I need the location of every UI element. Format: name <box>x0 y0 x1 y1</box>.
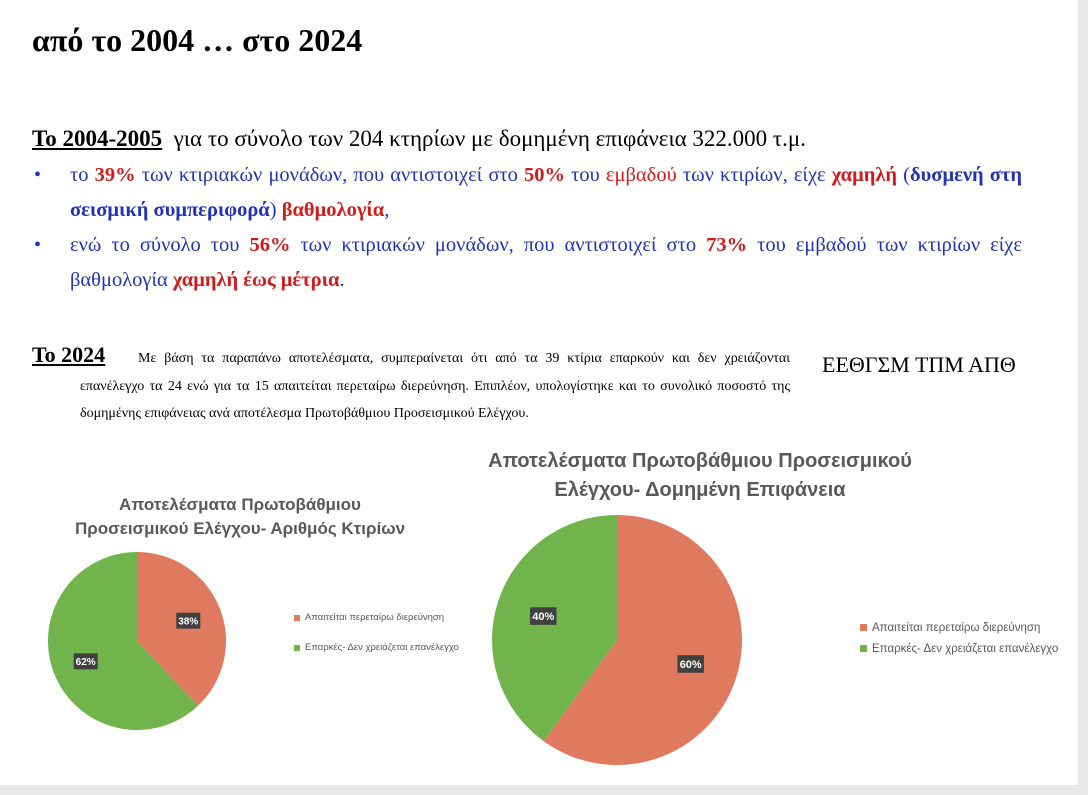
chart2-pie <box>492 515 742 765</box>
chart1-title-line2: Προσεισμικού Ελέγχου- Αριθμός Κτιρίων <box>74 519 406 538</box>
chart2-legend-label-1: Απαιτείται περεταίρω διερεύνηση <box>872 622 1041 634</box>
chart1-legend-label-2: Επαρκές- Δεν χρειάζεται επανέλεγχο <box>305 642 459 653</box>
organization-label: ΕΕΘΓΣΜ ΤΠΜ ΑΠΘ <box>822 352 1016 377</box>
chart1-legend-item-2 <box>294 642 459 654</box>
chart2-legend-swatch-2 <box>860 645 867 652</box>
chart2-legend-item-2 <box>860 642 1075 656</box>
section-2004-intro: για το σύνολο των 204 κτηρίων με δομημένη επιφάνεια 322.000 τ.μ. <box>173 126 807 151</box>
chart2-legend-item-1 <box>860 621 1075 635</box>
chart2-title-line2: Ελέγχου- Δομημένη Επιφάνεια <box>554 479 846 501</box>
chart1-legend <box>294 612 459 654</box>
chart1-legend-swatch-2 <box>294 645 300 651</box>
chart2-legend-label-2: Επαρκές- Δεν χρειάζεται επανέλεγχο <box>872 643 1059 655</box>
chart1-legend-swatch-1 <box>294 615 300 621</box>
chart2-data-label-2: 40% <box>532 611 555 624</box>
chart2-data-label-1: 60% <box>679 658 702 671</box>
finding-bullet-2: • ενώ το σύνολο του 56% των κτιριακών μονάδων, που αντιστοιχεί στο 73% του εμβαδού των κτιρίων είχε βαθμολογία χαμηλή έως μέτρια. <box>70 228 1022 298</box>
chart1-legend-label-1: Απαιτείται περεταίρω διερεύνηση <box>305 612 445 623</box>
chart1-data-label-2: 62% <box>75 656 96 668</box>
finding-bullet-1: • το 39% των κτιριακών μονάδων, που αντιστοιχεί στο 50% του εμβαδού των κτιρίων, είχε χαμηλή (δυσμενή στη σεισμική συμπεριφορά) βαθμολογία, <box>70 158 1022 228</box>
chart1-pie <box>48 552 226 730</box>
section-2024-heading: Το 2024 <box>32 342 106 367</box>
chart1-data-label-1: 38% <box>178 616 199 628</box>
chart2-legend-swatch-1 <box>860 624 867 631</box>
chart2-legend <box>860 621 1075 656</box>
section-2004-heading: Το 2004-2005 <box>32 126 163 151</box>
chart1-legend-item-1 <box>294 612 459 624</box>
chart1-title-line1: Αποτελέσματα Πρωτοβάθμιου <box>119 495 361 514</box>
page-title: από το 2004 … στο 2024 <box>32 22 363 58</box>
section-2024-text: Με βάση τα παραπάνω αποτελέσματα, συμπεραίνεται ότι από τα 39 κτίρια επαρκούν και δεν χρειάζονται επανέλεγχο τα 24 ενώ για τα 15 απαιτείται περεταίρω διερεύνηση. Επιπλέον, υπολογίστηκε και το συνολικό ποσοστό της δομημένης επιφάνειας ανά αποτέλεσμα Πρωτοβάθμιου Προσεισμικού Ελέγχου. <box>80 351 790 421</box>
chart2-title-line1: Αποτελέσματα Πρωτοβάθμιου Προσεισμικού <box>488 450 912 472</box>
